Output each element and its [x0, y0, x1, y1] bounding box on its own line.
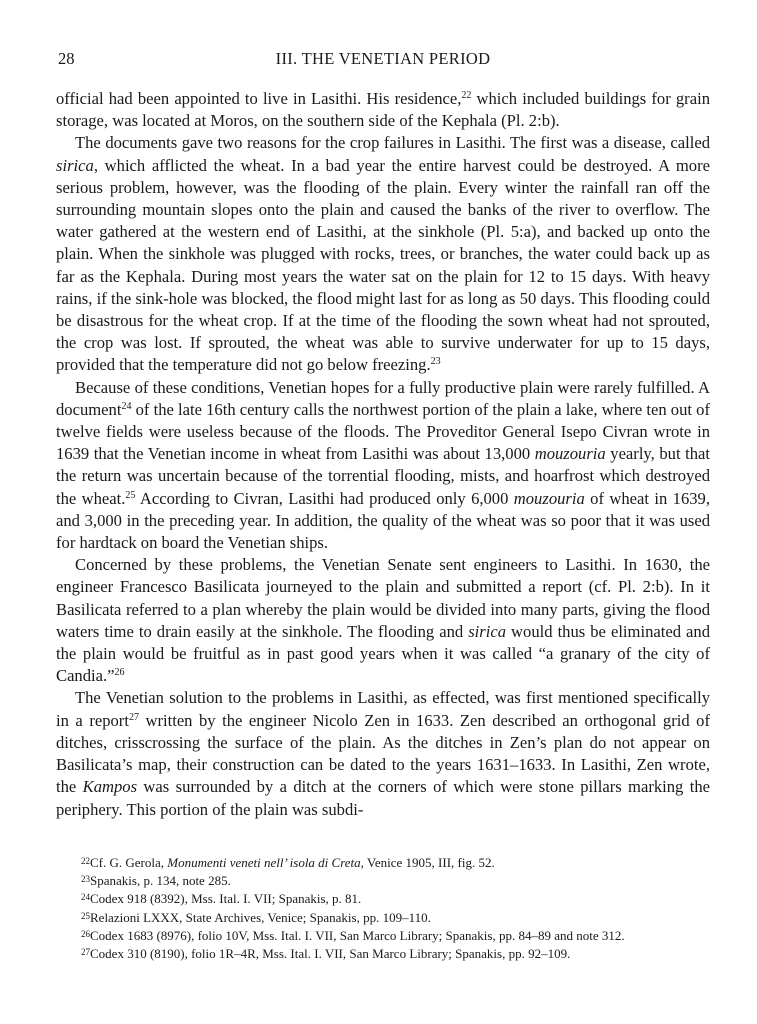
footnote-number: 24 [81, 892, 90, 903]
paragraph: Because of these conditions, Venetian hopes for a fully productive plain were rarely fulfilled. A document$^{24}$ of the late 16th century calls the northwest portion of the plain a lake, where ten out of twelve fields were useless because of the floods. The Proveditor General Isepo Civran wrote in 1639 that the Venetian income in wheat from Lasithi was about 13,000 mouzouria yearly, but that the return was uncertain because of the torrential flooding, mists, and hoarfrost which destroyed the wheat.$^{25}$ According to Civran, Lasithi had produced only 6,000 mouzouria of wheat in 1639, and 3,000 in the preceding year. In addition, the quality of the wheat was so poor that it was used for hardtack on board the Venetian ships. [56, 377, 710, 553]
paragraph: official had been appointed to live in Lasithi. His residence,$^{22}$ which included buildings for grain storage, was located at Moros, on the southern side of the Kephala (Pl. 2:b). [56, 89, 710, 131]
footnote-ref: 26 [114, 667, 125, 679]
footnote-number: 23 [81, 874, 90, 885]
italic-term: mouzouria [534, 444, 606, 464]
italic-term: sirica [468, 621, 507, 641]
footnote-number: 27 [81, 947, 90, 958]
body-text [56, 88, 710, 821]
italic-term: sirica [56, 155, 94, 175]
footnote: $^{23}$Spanakis, p. 134, note 285. [81, 873, 231, 889]
document-page [56, 0, 710, 1024]
footnote: $^{26}$Codex 1683 (8976), folio 10V, Mss. Ital. I. VII, San Marco Library; Spanakis, pp. 84–89 and note 312. [81, 927, 625, 943]
footnote: $^{22}$Cf. G. Gerola, Monumenti veneti nell’ isola di Creta, Venice 1905, III, fig. 52. [81, 855, 495, 870]
italic-term: Kampos [82, 777, 138, 797]
italic-term: mouzouria [513, 488, 585, 508]
footnote-ref: 25 [125, 489, 136, 501]
footnote-ref: 23 [430, 356, 441, 368]
footnotes [56, 854, 710, 963]
paragraph: Concerned by these problems, the Venetian Senate sent engineers to Lasithi. In 1630, the engineer Francesco Basilicata journeyed to the plain and submitted a report (cf. Pl. 2:b). In it Basilicata referred to a plan whereby the plain would be divided into many parts, giving the flood waters time to drain easily at the sinkhole. The flooding and sirica would thus be eliminated and the plain would be fruitful as in past good years when it was called “a granary of the city of Candia.”$^{26}$ [56, 555, 710, 686]
footnote: $^{27}$Codex 310 (8190), folio 1R–4R, Mss. Ital. I. VII, San Marco Library; Spanakis, pp. 92–109. [81, 946, 571, 962]
page-number: 28 [58, 49, 75, 68]
footnote-ref: 22 [461, 90, 472, 101]
footnote-number: 22 [81, 856, 90, 866]
footnote-number: 25 [81, 910, 90, 921]
page-header [56, 49, 710, 71]
footnote-ref: 27 [128, 711, 139, 723]
footnote-ref: 24 [121, 400, 132, 412]
paragraph: The documents gave two reasons for the crop failures in Lasithi. The first was a disease, called sirica, which afflicted the wheat. In a bad year the entire harvest could be destroyed. A more serious problem, however, was the flooding of the plain. Every winter the rainfall ran off the surrounding mountain slopes onto the plain and caused the banks of the river to overflow. The water gathered at the western end of Lasithi, at the sinkhole (Pl. 5:a), and backed up onto the plain. When the sinkhole was plugged with rocks, trees, or branches, the water could back up as far as the Kephala. During most years the water sat on the plain for 12 to 15 days. With heavy rains, if the sink-hole was blocked, the flood might last for as long as 50 days. This flooding could be disastrous for the wheat crop. If at the time of the flooding the sown wheat had not sprouted, the crop was lost. If sprouted, the wheat was able to survive underwater for up to 15 days, provided that the temperature did not go below freezing.$^{23}$ [56, 133, 710, 375]
running-head: III. THE VENETIAN PERIOD [275, 49, 491, 68]
footnote: $^{25}$Relazioni LXXX, State Archives, Venice; Spanakis, pp. 109–110. [81, 909, 431, 925]
footnote: $^{24}$Codex 918 (8392), Mss. Ital. I. VII; Spanakis, p. 81. [81, 891, 362, 907]
footnote-number: 26 [81, 928, 90, 939]
paragraph: The Venetian solution to the problems in Lasithi, as effected, was first mentioned specifically in a report$^{27}$ written by the engineer Nicolo Zen in 1633. Zen described an orthogonal grid of ditches, crisscrossing the surface of the plain. As the ditches in Zen’s plan do not appear on Basilicata’s map, their construction can be dated to the years 1631–1633. In Lasithi, Zen wrote, the Kampos was surrounded by a ditch at the corners of which were stone pillars marking the periphery. This portion of the plain was subdi- [56, 688, 710, 819]
